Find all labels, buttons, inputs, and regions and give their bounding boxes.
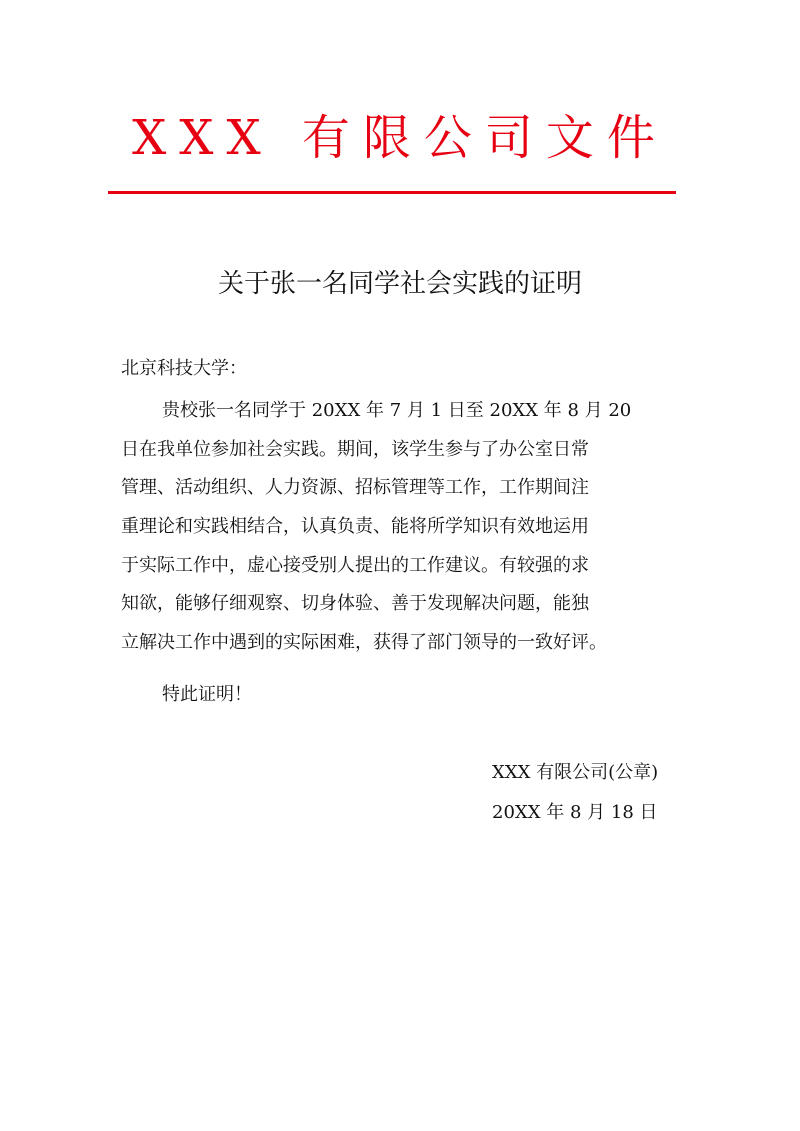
signature-date: 20XX 年 8 月 18 日	[492, 802, 658, 823]
closing-statement: 特此证明！	[162, 684, 252, 705]
body-line: 于实际工作中，虚心接受别人提出的工作建议。有较强的求	[121, 554, 589, 576]
body-line: 重理论和实践相结合，认真负责、能将所学知识有效地运用	[121, 516, 589, 538]
salutation: 北京科技大学：	[121, 358, 247, 379]
document-title: 关于张一名同学社会实践的证明	[217, 269, 582, 299]
body-line: 立解决工作中遇到的实际困难，获得了部门领导的一致好评。	[121, 632, 607, 654]
letterhead-title: XXX 有限公司文件	[132, 110, 668, 166]
body-line: 知欲，能够仔细观察、切身体验、善于发现解决问题，能独	[121, 593, 589, 615]
body-line: 日在我单位参加社会实践。期间，该学生参与了办公室日常	[121, 438, 589, 460]
letterhead-red-rule	[108, 191, 676, 194]
signature-company: XXX 有限公司(公章)	[492, 762, 659, 783]
body-line: 贵校张一名同学于 20XX 年 7 月 1 日至 20XX 年 8 月 20	[162, 400, 632, 421]
body-line: 管理、活动组织、人力资源、招标管理等工作，工作期间注	[121, 477, 589, 499]
body-paragraph	[121, 392, 721, 663]
